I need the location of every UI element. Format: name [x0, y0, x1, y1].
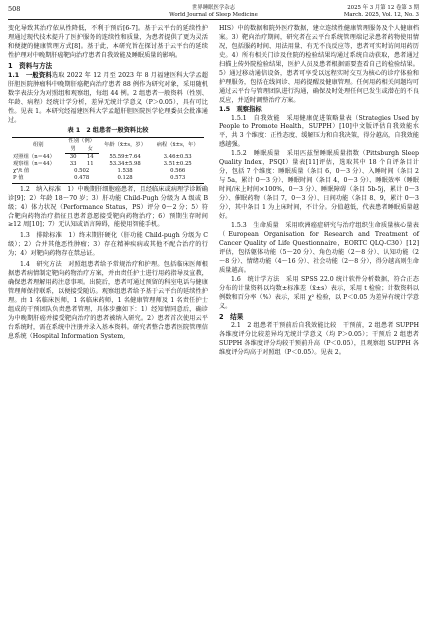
subsection-heading: 1.1 一般资料	[8, 71, 52, 79]
table-cell: 1.538	[117, 168, 133, 175]
section-heading: 2 结果	[219, 312, 244, 321]
issue-info	[344, 5, 419, 19]
general-data-paragraph	[8, 72, 208, 126]
table-header-female: 女	[82, 146, 99, 154]
statistics-paragraph: 1.6 统计学方法 采用 SPSS 22.0 统计软件分析数据，符合正态分布的计量资料以均数±标准差（x̄±s）表示，采用 t 检验；计数资料以例数和百分率（%）表示，采用 χ² 检验，以 P＜0.05 为差异有统计学意义。	[219, 275, 419, 310]
table-header-gender: 性别（例）	[65, 138, 99, 146]
inclusion-criteria: 1.2 纳入标准 1）中晚期肝细胞癌患者，且经临床或病理学诊断确诊[9]；2）年龄 18～70 岁；3）肝功能 Child-Pugh 分级为 A 级或 B 级；4）体力状况（Performance Status，PS）评分 0～2 分；5）符合靶向药物治疗指征且患者意愿接受靶向药物治疗；6）预期生存时间≥12 周[10]；7）无认知或语言障碍，能使用智能手机。	[8, 185, 208, 229]
table-cell: 0.478	[65, 175, 99, 183]
issue-cn: 2025 年 3 月第 12 卷第 3 期	[347, 5, 419, 11]
subsection-heading: 1.5 观察指标	[219, 105, 262, 113]
section-heading: 1 资料与方法	[8, 61, 53, 70]
journal-title-en: World Journal of Sleep Medicine	[169, 12, 258, 18]
quality-of-life-paragraph: 1.5.3 生命质量 采用欧洲癌症研究与治疗组织生命质量核心量表（European Organisation for Research and Treatment of Cancer Quality of Life Questionnaire，EORTC QLQ-C30）[12]评估，包括躯体功能（5～20 分）、角色功能（2～8 分）、认知功能（2～8 分）、情绪功能（4～16 分）、社会功能（2～8 分），得分越高则生命质量越高。	[219, 221, 419, 274]
methods-continued: HIS）中的数据和院外医疗数据，建立连续性健康管理服务及个人健康档案。3）靶向治疗期间，研究者在云平台系统管理端记录患者药物使用情况，包括服药时间、用法用量、有无不良反应等，患者可实时访问用药历史。4）所有相关门诊及住院的检验结果均通过系统自动获取，患者通过扫描上传外院检验结果，医护人员及患者根据需要查看自己的检验结果。5）通过移动通信设备，患者可享受以远程实时交互为核心的诊疗体验和护理服务，包括在线问诊、用药提醒及健康管理。任何用药相关问题均可通过云平台与管理团队进行沟通，确保及时处理任何已发生或潜在的不良反应，并适时调整治疗方案。	[219, 25, 419, 104]
exclusion-criteria: 1.3 排除标准 1）终末期肝硬化（肝功能 Child-pugh 分级为 C 级）；2）合并其他恶性肿瘤；3）存在精神疾病或其他不配合治疗的行为；4）对靶向药物存在禁忌证。	[8, 232, 208, 258]
journal-title-cn: 世界睡眠医学杂志	[191, 5, 236, 11]
table-header-course: 病程（x̄±s，年）	[151, 138, 204, 153]
issue-en: March. 2025, Vol. 12, No. 3	[343, 12, 419, 18]
table-cell: 30	[69, 153, 77, 160]
baseline-table	[12, 137, 204, 183]
page-number: 508	[8, 5, 21, 13]
table-row	[12, 153, 204, 161]
table-cell: 53.34±5.98	[109, 161, 141, 168]
sleep-quality-paragraph: 1.5.2 睡眠质量 采用匹兹堡睡眠质量指数（Pittsburgh Sleep Quality Index，PSQI）量表[11]评估，选取其中 18 个自评条目计分，包括 7 个维度：睡眠质量（条目 6，0～3 分）、入睡时间（条目 2 与 5a，累计 0～3 分）、睡眠时间（条目 4，0～3 分）、睡眠效率（睡眠时间/床上时间×100%，0～3 分）、睡眠障碍（条目 5b-5j，累计 0～3 分）、催眠药物（条目 7，0～3 分）、日间功能（条目 8、9，累计 0～3 分），其中条目 1 为上床时间，不计分。分值越低，代表患者睡眠质量越好。	[219, 150, 419, 221]
header-divider	[8, 19, 419, 20]
results-paragraph: 2.1 2 组患者干预前后自我效能比较 干预前，2 组患者 SUPPH 各维度评分比较差异均无统计学意义（均 P＞0.05）；干预后 2 组患者 SUPPH 各维度评分均较干预前升高（P＜0.05），且观察组 SUPPH 各维度评分均高于对照组（P＜0.05）。见表 2。	[219, 322, 419, 357]
table-cell: χ²/t 值	[13, 168, 30, 175]
table-cell: 14	[86, 153, 94, 160]
table-caption: 表 1 2 组患者一般资料比较	[67, 127, 149, 135]
table-cell: 0.566	[170, 168, 186, 175]
table-cell: 11	[86, 161, 94, 168]
table-cell: P 值	[12, 175, 65, 183]
table-cell: 3.46±0.53	[163, 153, 192, 160]
right-column	[219, 25, 419, 358]
self-efficacy-paragraph: 1.5.1 自我效能 采用健康促进策略量表（Strategies Used by People to Promote Health，SUPPH）[10]中文版评估自我效能水平，共 3 个维度：正性态度、缓解压力和自我决策，得分越高，自我效能感越强。	[219, 114, 419, 149]
table-row	[12, 175, 204, 183]
table-header-male: 男	[65, 146, 82, 154]
table-header-age: 年龄（x̄±s，岁）	[99, 138, 152, 153]
table-cell: 55.59±7.64	[109, 153, 141, 160]
research-methods: 1.4 研究方法 对照组患者给予常规治疗和护理。包括临床医师根据患者病情制定靶向药物治疗方案，并由责任护士进行用药指导及宣教，确保患者理解用药注意事项。出院后，患者可通过预留的科室电话与健康管理师保持联系，以便接受随访。观察组患者给予基于云平台的延续性护理。由 1 名临床医师，1 名临床药师，1 名健康管理师及 1 名责任护士组成的干预团队负责患者管理，具体步骤如下：1）经知情同意后，确诊为中晚期肝癌并接受靶向治疗的患者被纳入研究。2）患者首次使用云平台系统时，需在系统中注册并录入基本资料。研究者整合患者医院管理信息系统（Hospital Information System,	[8, 261, 208, 340]
table-cell: 0.128	[99, 175, 152, 183]
table-row	[12, 168, 204, 175]
general-data-text: 选取 2022 年 12 月至 2023 年 8 月福建医科大学孟超肝胆医院肿瘤科中晚期肝癌靶向治疗患者 88 例作为研究对象，采用随机数字表法分为对照组和观察组，每组 44 例。2 组患者一般资料（性别、年龄、病程）经统计学分析，差异无统计学意义（P＞0.05），具有可比性。见表 1。本研究经福建医科大学孟超肝胆医院医学伦理委员会批准通过。	[8, 71, 208, 124]
intro-paragraph: 变化导致其治疗依从性降低，不利于预后[6-7]。基于云平台的延续性护理通过现代技术提升了医护服务的连续性和质量，为患者提供了更为灵活和便捷的健康管理方式[8]。基于此，本研究旨在探讨基于云平台的延续性护理对中晚期肝癌靶向治疗患者自我效能及睡眠质量的影响。	[8, 25, 208, 59]
table-cell: 3.51±0.25	[163, 161, 192, 168]
table-row	[12, 161, 204, 168]
table-cell: 观察组（n＝44）	[13, 161, 55, 168]
table-cell: 33	[69, 161, 77, 168]
left-column	[8, 25, 208, 342]
table-cell: 0.502	[74, 168, 90, 175]
table-cell: 0.573	[151, 175, 204, 183]
table-cell: 对照组（n＝44）	[13, 153, 55, 160]
table-header-group: 组别	[12, 138, 65, 153]
